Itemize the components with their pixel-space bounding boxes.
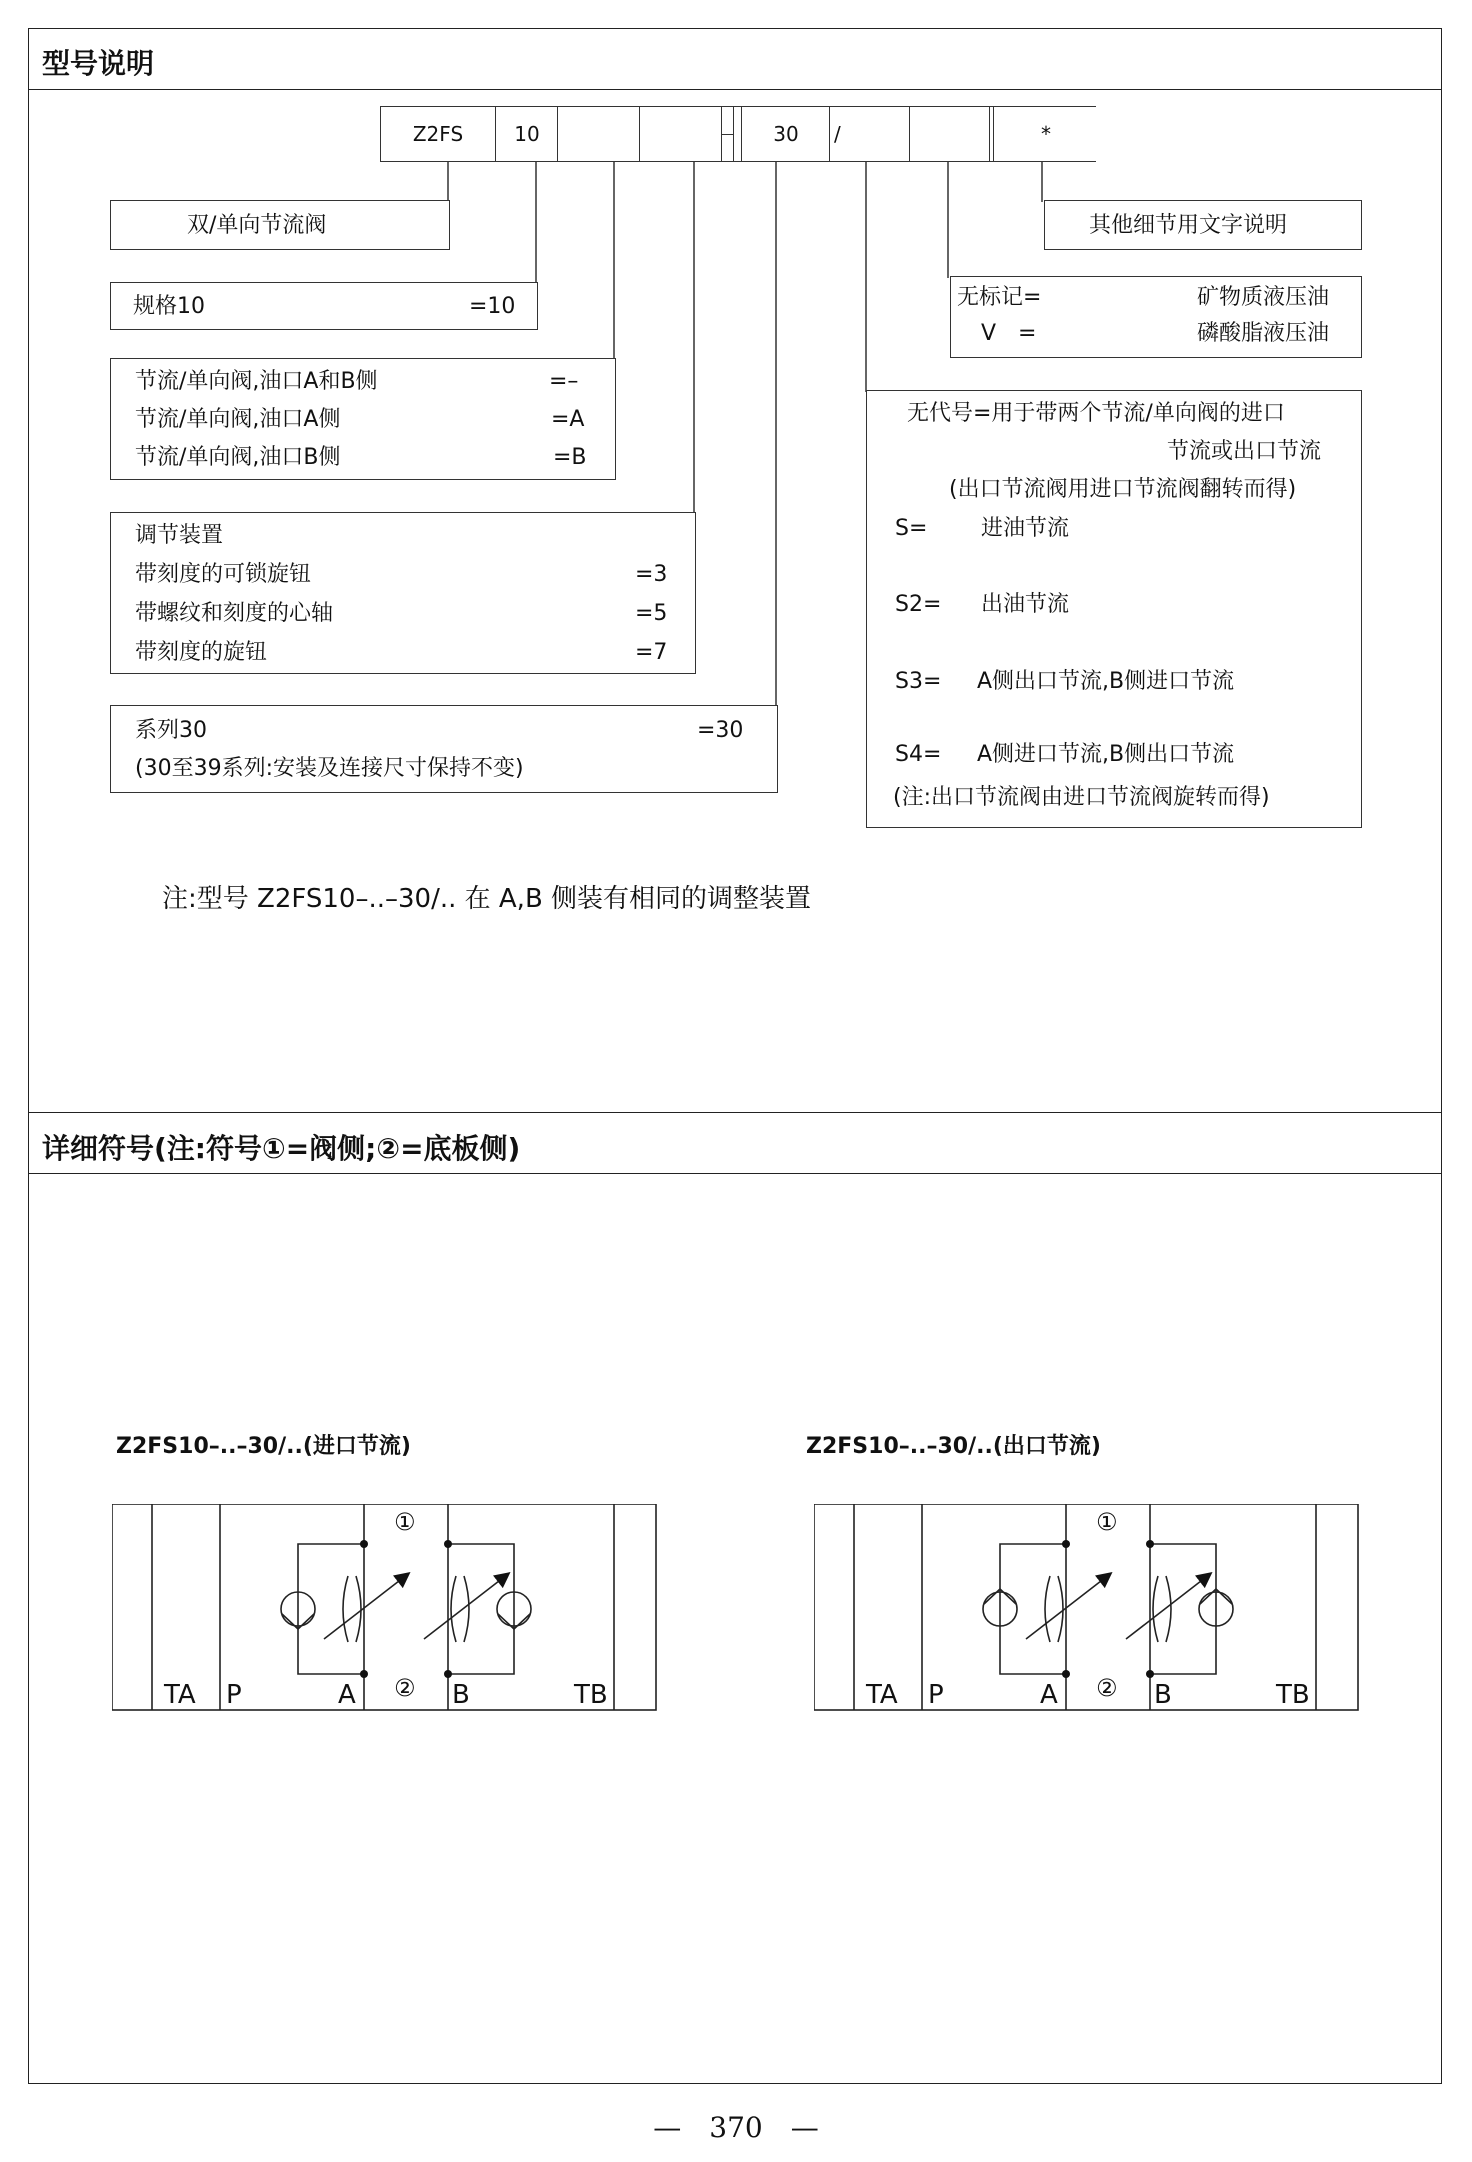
code-cell-other: * [993,107,1098,161]
type-box [110,200,450,250]
section-title-symbols: 详细符号(注:符号①=阀侧;②=底板侧) [28,1112,1442,1174]
page-number: — 370 — [653,2111,819,2144]
size-box [110,282,538,330]
throttle-text: 出油节流 [981,592,1070,617]
throttle-text: A侧进口节流,B侧出口节流 [977,742,1235,767]
seal-row-value: 磷酸脂液压油 [1197,321,1330,346]
side-row-label: 节流/单向阀,油口B侧 [135,445,341,470]
port-ta-label: TA [866,1680,898,1710]
port-a-label: A [338,1680,356,1710]
side-row-value: =B [553,445,587,470]
circle-one-label: ① [1096,1508,1118,1536]
side-row-label: 节流/单向阀,油口A和B侧 [135,369,378,394]
seal-row-value: 矿物质液压油 [1197,285,1330,310]
seal-row-label: 无标记= [957,285,1042,310]
circle-two-label: ② [394,1674,416,1702]
adjust-title: 调节装置 [135,523,224,548]
code-cell-adjust [639,107,722,161]
symbol-title-meter-out: Z2FS10–..–30/..(出口节流) [806,1434,1101,1459]
size-label: 规格10 [133,294,205,319]
adjust-row-value: =3 [635,562,668,587]
series-label: 系列30 [135,718,207,743]
code-cell-side [557,107,640,161]
side-row-value: =A [551,407,585,432]
throttle-box [866,390,1362,828]
throttle-text: A侧出口节流,B侧进口节流 [977,669,1235,694]
code-cell-throttle [909,107,990,161]
circle-one-label: ① [394,1508,416,1536]
throttle-note: (注:出口节流阀由进口节流阀旋转而得) [893,785,1270,810]
seal-row-label: V = [981,321,1037,346]
hydraulic-symbol-meter-in [112,1504,658,1712]
throttle-line: 无代号=用于带两个节流/单向阀的进口 [907,401,1285,426]
code-dash [721,134,733,135]
type-label: 双/单向节流阀 [187,213,327,238]
model-note: 注:型号 Z2FS10–..–30/.. 在 A,B 侧装有相同的调整装置 [162,884,812,914]
adjust-row-label: 带刻度的旋钮 [135,640,268,665]
port-tb-label: TB [574,1680,608,1710]
series-value: =30 [697,718,744,743]
port-ta-label: TA [164,1680,196,1710]
port-b-label: B [452,1680,470,1710]
throttle-code: S4= [895,742,942,767]
port-p-label: P [928,1680,944,1710]
section-title-model: 型号说明 [28,28,1442,90]
code-cell-size: 10 [495,107,558,161]
size-value: =10 [469,294,516,319]
throttle-line: (出口节流阀用进口节流阀翻转而得) [949,477,1297,502]
throttle-code: S2= [895,592,942,617]
other-box [1044,200,1362,250]
throttle-code: S3= [895,669,942,694]
adjust-row-label: 带刻度的可锁旋钮 [135,562,312,587]
code-cell-z2fs: Z2FS [412,122,464,146]
throttle-text: 进油节流 [981,516,1070,541]
code-cell-series: 30 [741,107,830,161]
adjust-row-value: =7 [635,640,668,665]
symbol-title-meter-in: Z2FS10–..–30/..(进口节流) [116,1434,411,1459]
code-cell-seal [989,107,990,161]
port-tb-label: TB [1276,1680,1310,1710]
other-label: 其他细节用文字说明 [1089,213,1288,238]
port-a-label: A [1040,1680,1058,1710]
series-box [110,705,778,793]
seal-box [950,276,1362,358]
throttle-code: S= [895,516,928,541]
hydraulic-symbol-meter-out [814,1504,1360,1712]
series-note: (30至39系列:安装及连接尺寸保持不变) [135,756,524,781]
side-row-label: 节流/单向阀,油口A侧 [135,407,341,432]
adjust-row-label: 带螺纹和刻度的心轴 [135,601,334,626]
adjust-row-value: =5 [635,601,668,626]
side-row-value: =– [549,369,579,394]
side-box [110,358,616,480]
adjust-box [110,512,696,674]
throttle-line: 节流或出口节流 [1167,439,1322,464]
circle-two-label: ② [1096,1674,1118,1702]
code-cell-slash: / [829,107,914,161]
model-code-bar [380,106,1096,162]
port-p-label: P [226,1680,242,1710]
port-b-label: B [1154,1680,1172,1710]
